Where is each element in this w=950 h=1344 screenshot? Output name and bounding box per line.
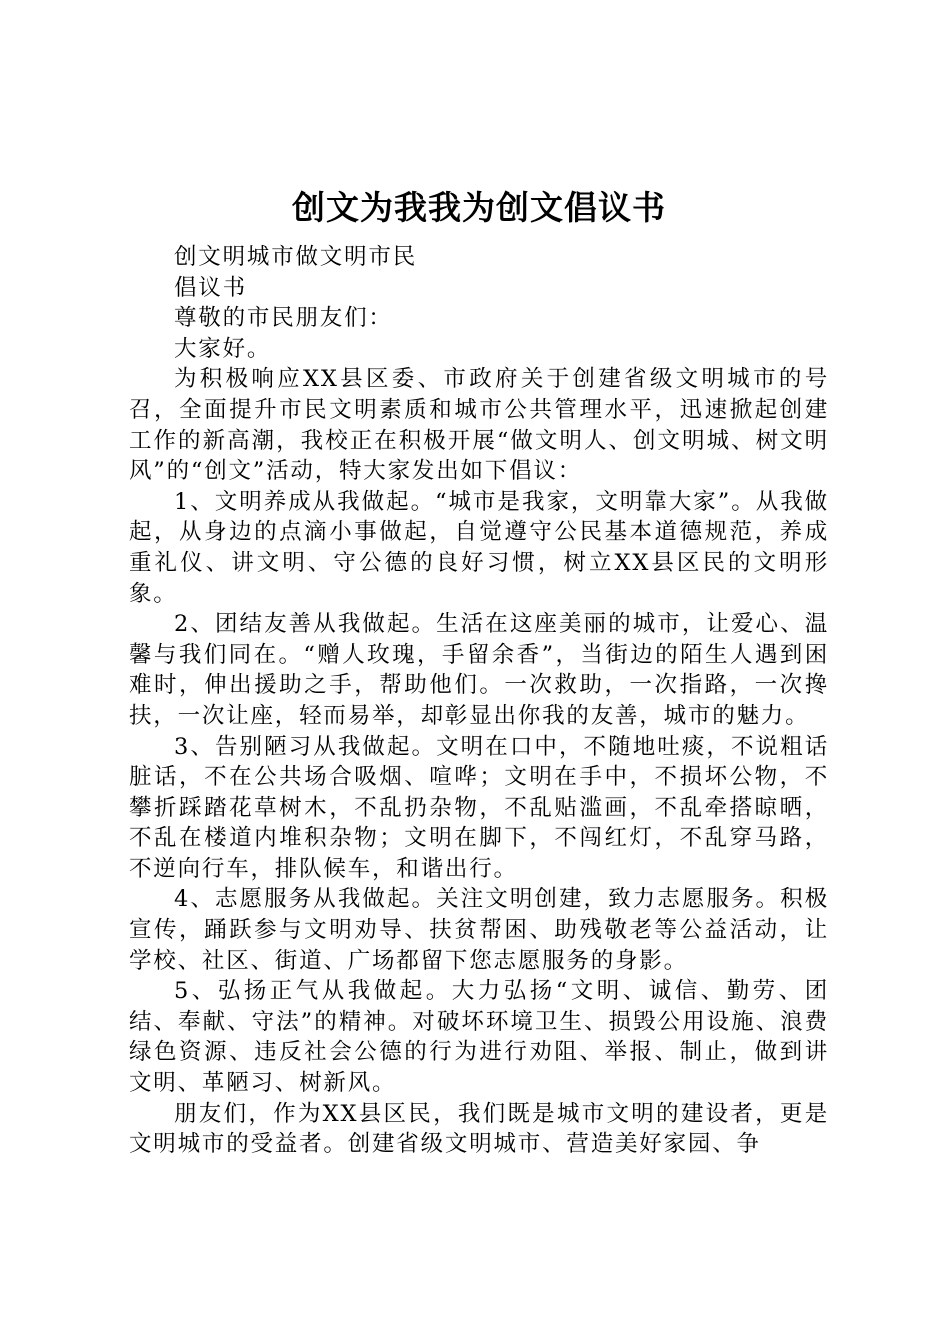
- body-paragraph: 为积极响应XX县区委、市政府关于创建省级文明城市的号召，全面提升市民文明素质和城市公共管理水平，迅速掀起创建工作的新高潮，我校正在积极开展“做文明人、创文明城、树文明风”的“创文”活动，特大家发出如下倡议：: [129, 366, 829, 485]
- greeting: 大家好。: [174, 335, 272, 362]
- document-body: [129, 242, 829, 1160]
- proposal-item: 2、团结友善从我做起。生活在这座美丽的城市，让爱心、温馨与我们同在。“赠人玫瑰，手留余香”，当街边的陌生人遇到困难时，伸出援助之手，帮助他们。一次救助，一次指路，一次搀扶，一次让座，轻而易举，却彰显出你我的友善，城市的魅力。: [129, 611, 829, 729]
- document-title: 创文为我我为创文倡议书: [292, 188, 666, 227]
- proposal-item: 1、文明养成从我做起。“城市是我家，文明靠大家”。从我做起，从身边的点滴小事做起，自觉遵守公民基本道德规范，养成重礼仪、讲文明、守公德的良好习惯，树立XX县区民的文明形象。: [129, 488, 829, 607]
- subtitle-line: 创文明城市做文明市民: [174, 244, 418, 270]
- proposal-item: 3、告别陋习从我做起。文明在口中，不随地吐痰，不说粗话脏话，不在公共场合吸烟、喧哗；文明在手中，不损坏公物，不攀折踩踏花草树木，不乱扔杂物，不乱贴滥画，不乱牵搭晾晒，不乱在楼道内堆积杂物；文明在脚下，不闯红灯，不乱穿马路，不逆向行车，排队候车，和谐出行。: [129, 733, 829, 882]
- subtitle-line: 倡议书: [174, 274, 247, 301]
- proposal-item: 5、弘扬正气从我做起。大力弘扬“文明、诚信、勤劳、团结、奉献、守法”的精神。对破坏环境卫生、损毁公用设施、浪费绿色资源、违反社会公德的行为进行劝阻、举报、制止，做到讲文明、革陋习、树新风。: [129, 978, 829, 1097]
- document-page: [129, 180, 829, 1160]
- proposal-item: 4、志愿服务从我做起。关注文明创建，致力志愿服务。积极宣传，踊跃参与文明劝导、扶贫帮困、助残敬老等公益活动，让学校、社区、街道、广场都留下您志愿服务的身影。: [129, 886, 829, 974]
- salutation: 尊敬的市民朋友们：: [174, 305, 393, 332]
- body-paragraph: 朋友们，作为XX县区民，我们既是城市文明的建设者，更是文明城市的受益者。创建省级文明城市、营造美好家园、争: [129, 1100, 829, 1158]
